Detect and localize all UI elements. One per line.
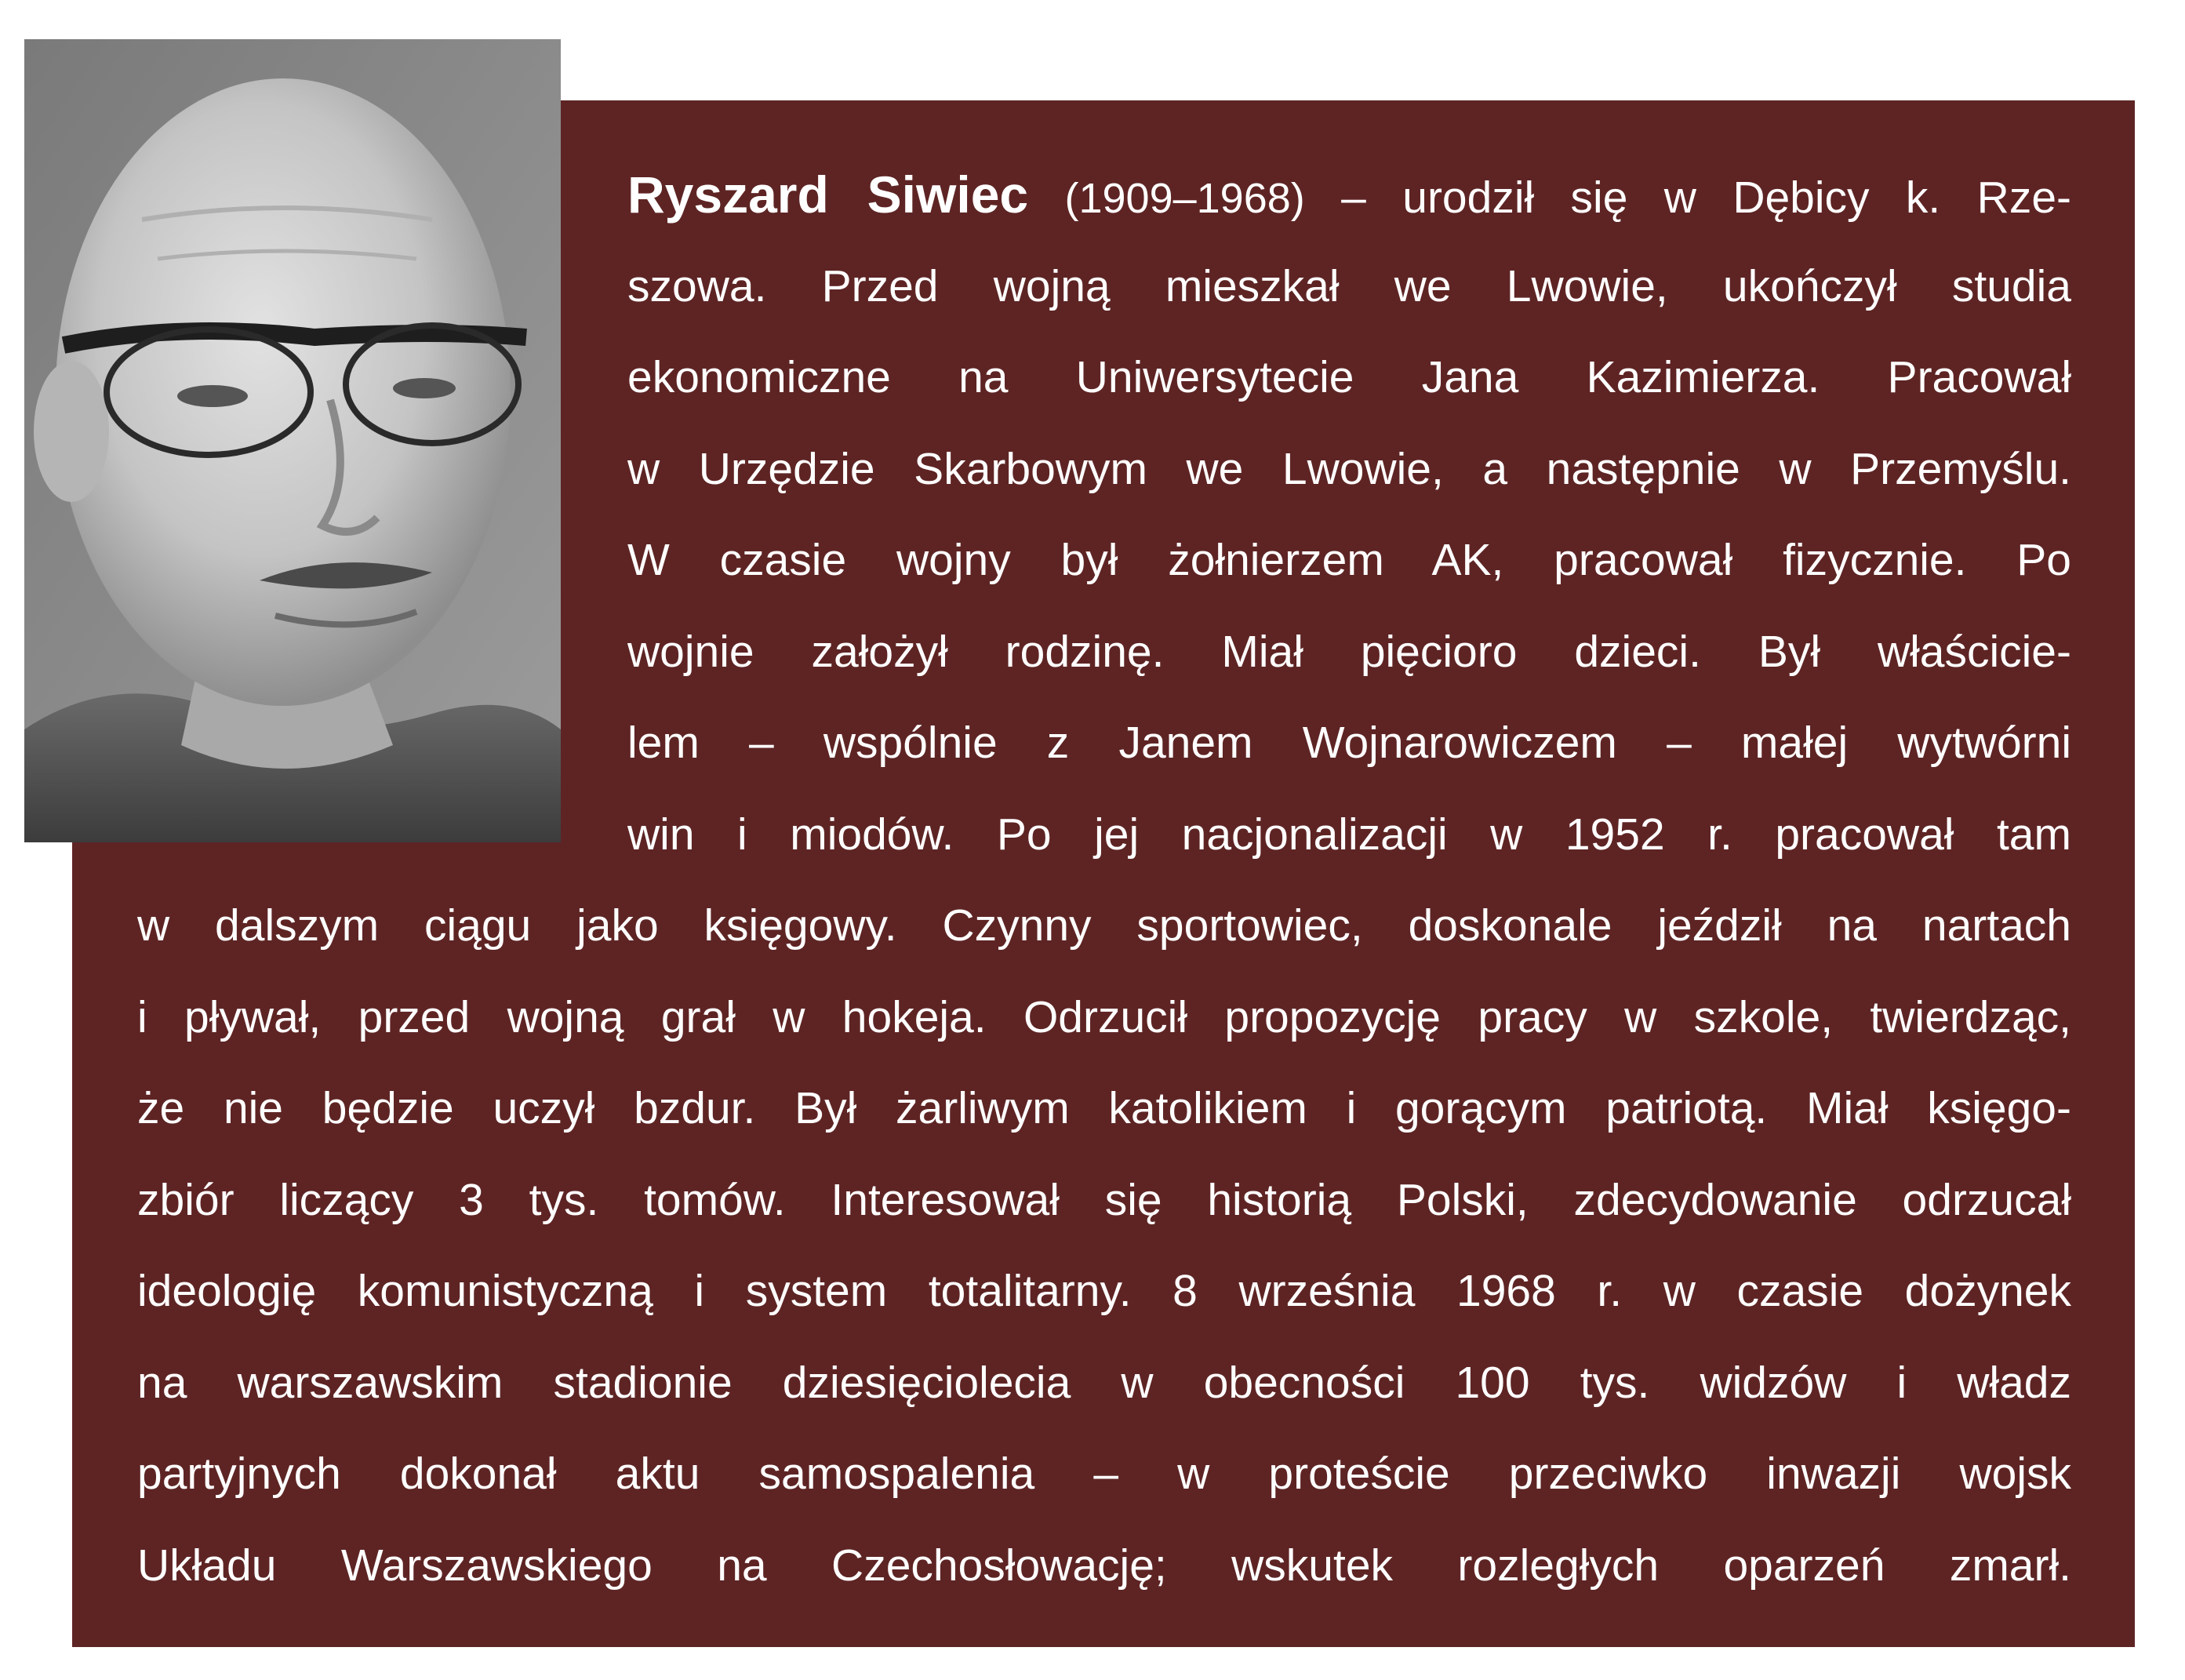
bio-line-11: że nie będzie uczył bzdur. Był żarliwym katolikiem i gorącym patriotą. Miał księgo- <box>137 1083 2071 1133</box>
bio-line-6: wojnie założył rodzinę. Miał pięcioro dzieci. Był właścicie- <box>627 626 2071 677</box>
bio-line-3: ekonomiczne na Uniwersytecie Jana Kazimierza. Pracował <box>627 352 2071 402</box>
person-name: Ryszard Siwiec <box>627 165 1029 224</box>
life-dates: (1909–1968) <box>1064 175 1305 222</box>
bio-line-1 <box>627 149 2071 241</box>
bio-line-10: i pływał, przed wojną grał w hokeja. Odrzucił propozycję pracy w szkole, twierdząc, <box>137 991 2071 1042</box>
bio-line-16: Układu Warszawskiego na Czechosłowację; wskutek rozległych oparzeń zmarł. <box>137 1540 2071 1591</box>
bio-line-9: w dalszym ciągu jako księgowy. Czynny sportowiec, doskonale jeździł na nartach <box>137 900 2071 951</box>
bio-line-12: zbiór liczący 3 tys. tomów. Interesował się historią Polski, zdecydowanie odrzucał <box>137 1174 2071 1225</box>
bio-line-1-text: – urodził się w Dębicy k. Rze- <box>1341 173 2071 223</box>
bio-line-13: ideologię komunistyczną i system totalitarny. 8 września 1968 r. w czasie dożynek <box>137 1266 2071 1316</box>
bio-line-8: win i miodów. Po jej nacjonalizacji w 1952 r. pracował tam <box>627 809 2071 860</box>
bio-line-5: W czasie wojny był żołnierzem AK, pracował fizycznie. Po <box>627 535 2071 585</box>
bio-line-15: partyjnych dokonał aktu samospalenia – w proteście przeciwko inwazji wojsk <box>137 1449 2071 1499</box>
bio-line-14: na warszawskim stadionie dziesięciolecia w obecności 100 tys. widzów i władz <box>137 1357 2071 1408</box>
biography-text <box>137 149 2071 1611</box>
bio-line-7: lem – wspólnie z Janem Wojnarowiczem – małej wytwórni <box>627 718 2071 768</box>
bio-line-2: szowa. Przed wojną mieszkał we Lwowie, ukończył studia <box>627 260 2071 311</box>
bio-line-4: w Urzędzie Skarbowym we Lwowie, a następnie w Przemyślu. <box>627 443 2071 494</box>
